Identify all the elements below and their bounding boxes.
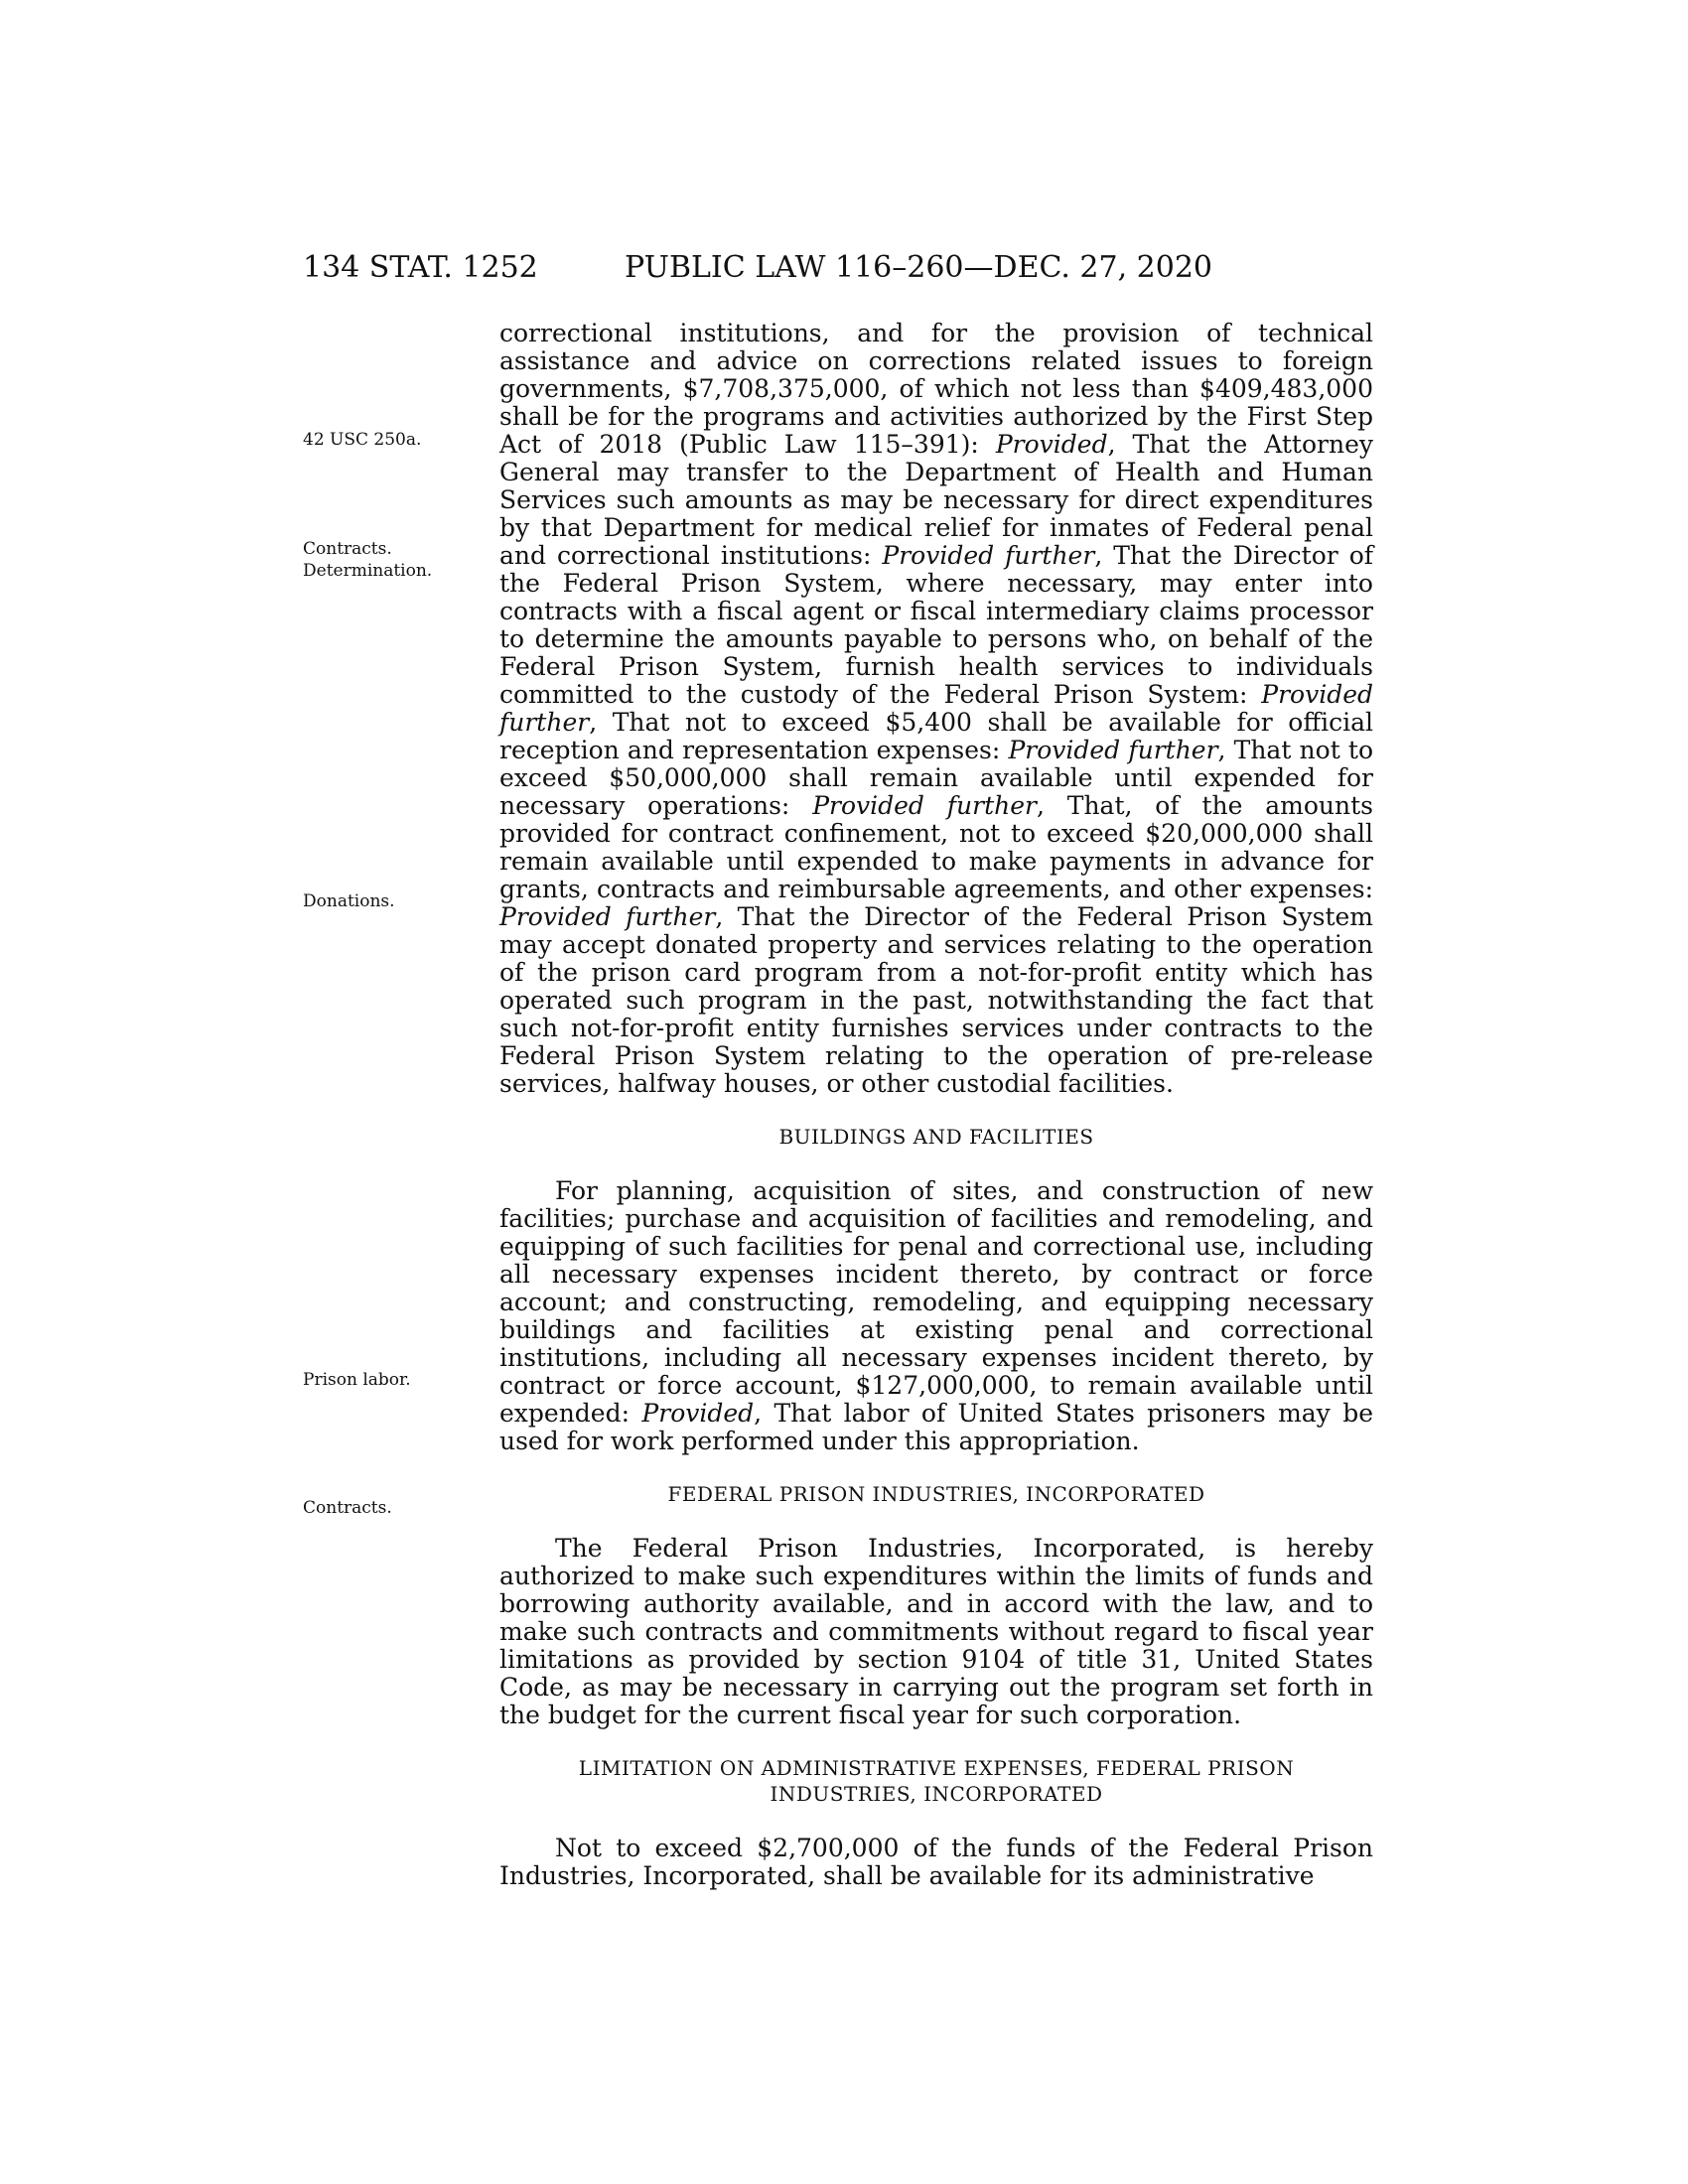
law-title: PUBLIC LAW 116–260—DEC. 27, 2020: [625, 250, 1213, 285]
running-head: [303, 248, 1395, 288]
margin-note-prison-labor: Prison labor.: [303, 1370, 411, 1390]
stat-page-number: 134 STAT. 1252: [303, 250, 538, 285]
margin-note-contracts: Contracts.: [303, 539, 392, 559]
paragraph-buildings-and-facilities: For planning, acquisition of sites, and construction of new facilities; purchase and acquisition of facilities and remodeling, and equipping of such facilities for penal and correctional use, including all necessary expenses incident thereto, by contract or force account; and constructing, remodeling, and equipping necessary buildings and facilities at existing penal and correctional institutions, including all necessary expenses incident thereto, by contract or force account, $127,000,000, to remain available until expended: Provided, That labor of United States prisoners may be used for work performed under this appropriation.: [499, 1176, 1373, 1455]
margin-note-usc: 42 USC 250a.: [303, 430, 422, 450]
heading-limitation-admin-expenses-line2: INDUSTRIES, INCORPORATED: [770, 1782, 1103, 1806]
margin-note-contracts-2: Contracts.: [303, 1498, 392, 1518]
body-text: [499, 320, 1373, 1890]
paragraph-limitation-admin-expenses: Not to exceed $2,700,000 of the funds of the Federal Prison Industries, Incorporated, shall be available for its administrative: [499, 1834, 1373, 1890]
paragraph-federal-prison-industries: The Federal Prison Industries, Incorporated, is hereby authorized to make such expenditures within the limits of funds and borrowing authority available, and in accord with the law, and to make such contracts and commitments without regard to fiscal year limitations as provided by section 9104 of title 31, United States Code, as may be necessary in carrying out the program set forth in the budget for the current fiscal year for such corporation.: [499, 1534, 1373, 1729]
heading-limitation-admin-expenses-line1: LIMITATION ON ADMINISTRATIVE EXPENSES, FEDERAL PRISON: [578, 1756, 1295, 1780]
paragraph-bop-salaries: correctional institutions, and for the provision of technical assistance and advice on corrections related issues to foreign governments, $7,708,375,000, of which not less than $409,483,000 shall be for the programs and activities authorized by the First Step Act of 2018 (Public Law 115–391): Provided, That the Attorney General may transfer to the Department of Health and Human Services such amounts as may be necessary for direct expenditures by that Department for medical relief for inmates of Federal penal and correctional institutions: Provided further, That the Director of the Federal Prison System, where necessary, may enter into contracts with a fiscal agent or fiscal intermediary claims processor to determine the amounts payable to persons who, on behalf of the Federal Prison System, furnish health services to individuals committed to the custody of the Federal Prison System: Provided further, That not to exceed $5,400 shall be available for official reception and representation expenses: Provided further, That not to exceed $50,000,000 shall remain available until expended for necessary operations: Provided further, That, of the amounts provided for contract confinement, not to exceed $20,000,000 shall remain available until expended to make payments in advance for grants, contracts and reimbursable agreements, and other expenses: Provided further, That the Director of the Federal Prison System may accept donated property and services relating to the operation of the prison card program from a not-for-profit entity which has operated such program in the past, notwithstanding the fact that such not-for-profit entity furnishes services under contracts to the Federal Prison System relating to the operation of pre-release services, halfway houses, or other custodial facilities.: [499, 319, 1374, 1098]
heading-federal-prison-industries: FEDERAL PRISON INDUSTRIES, INCORPORATED: [667, 1482, 1205, 1506]
margin-note-donations: Donations.: [303, 891, 395, 911]
heading-buildings-and-facilities: BUILDINGS AND FACILITIES: [778, 1125, 1094, 1149]
margin-note-determination: Determination.: [303, 561, 433, 581]
